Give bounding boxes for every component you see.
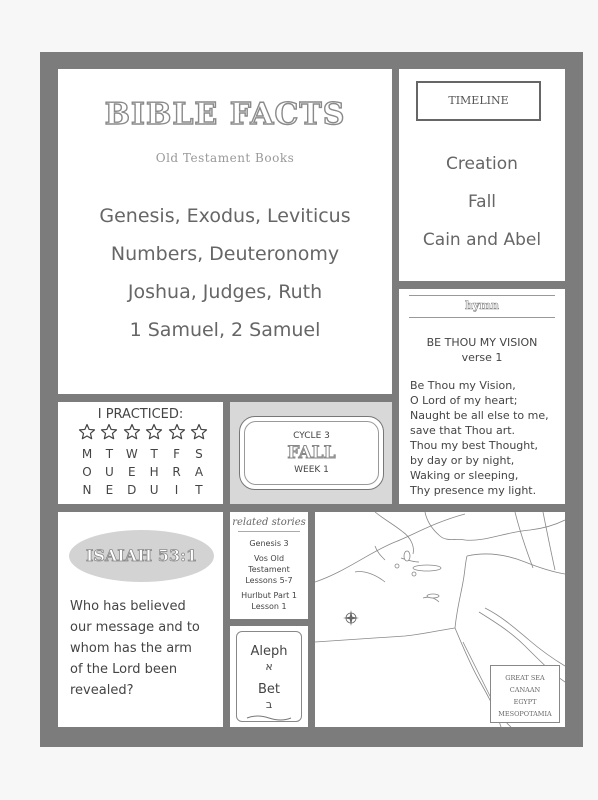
story-line: Testament <box>248 565 290 574</box>
story-line: Lesson 1 <box>251 602 287 611</box>
flourish-icon <box>245 714 293 722</box>
hymn-tag: hymn <box>464 299 500 312</box>
hymn-verse: verse 1 <box>461 351 503 364</box>
book-list <box>58 197 392 349</box>
book-line: Joshua, Judges, Ruth <box>127 281 323 303</box>
star-icon[interactable] <box>145 423 163 441</box>
day-letter: A <box>194 465 204 479</box>
lyric-line: save that Thou art. <box>410 424 516 437</box>
day-letter: U <box>149 483 159 497</box>
verse-line: revealed? <box>70 683 134 698</box>
bible-facts-title: BIBLE FACTS <box>104 97 346 132</box>
story-line: Lessons 5-7 <box>245 576 293 585</box>
cycle-season: FALL <box>287 443 336 463</box>
day-letter: M <box>81 447 93 461</box>
day-letter: T <box>150 447 158 461</box>
day-letter: T <box>195 483 203 497</box>
page-frame <box>40 52 583 747</box>
day-row <box>78 463 208 481</box>
practice-stars <box>78 423 208 441</box>
story-line: Vos Old <box>253 554 285 563</box>
hymn-lyrics <box>410 378 549 498</box>
cycle-week: WEEK 1 <box>294 465 329 475</box>
cycle-plaque <box>239 416 384 490</box>
verse-reference: ISAIAH 53:1 <box>69 530 214 582</box>
day-letter: T <box>105 447 114 461</box>
book-line: 1 Samuel, 2 Samuel <box>129 319 321 341</box>
related-stories-list <box>230 538 308 612</box>
hymn-title: BE THOU MY VISION <box>426 336 538 349</box>
day-row <box>78 445 208 463</box>
lyric-line: by day or by night, <box>410 454 515 467</box>
verse-line: whom has the arm <box>70 641 192 656</box>
star-icon[interactable] <box>168 423 186 441</box>
verse-line: of the Lord been <box>70 662 178 677</box>
star-icon[interactable] <box>100 423 118 441</box>
map-panel <box>315 512 565 727</box>
lyric-line: Be Thou my Vision, <box>410 379 516 392</box>
lyric-line: O Lord of my heart; <box>410 394 518 407</box>
star-icon[interactable] <box>123 423 141 441</box>
cycle-number: CYCLE 3 <box>293 431 330 441</box>
day-letter: H <box>149 465 159 479</box>
practiced-title: I PRACTICED: <box>97 407 184 422</box>
map-legend <box>490 665 560 723</box>
bible-facts-panel <box>58 69 392 394</box>
letter-name-bet: Bet <box>257 682 280 697</box>
day-letter: O <box>82 465 92 479</box>
timeline-item: Cain and Abel <box>422 230 542 250</box>
timeline-label: TIMELINE <box>416 81 541 121</box>
day-letter: E <box>105 483 114 497</box>
lyric-line: Waking or sleeping, <box>410 469 519 482</box>
letter-name-aleph: Aleph <box>250 644 288 659</box>
memory-verse-panel <box>58 512 223 727</box>
day-row <box>78 481 208 499</box>
timeline-item: Creation <box>446 154 518 174</box>
timeline-panel <box>399 69 565 281</box>
related-stories-panel <box>230 512 308 619</box>
legend-item: EGYPT <box>513 698 537 706</box>
book-line: Genesis, Exodus, Leviticus <box>99 205 351 227</box>
hymn-rule-bottom <box>409 317 555 318</box>
star-icon[interactable] <box>78 423 96 441</box>
day-letter: U <box>104 465 114 479</box>
related-stories-title: related stories <box>232 517 306 528</box>
day-letter: N <box>82 483 92 497</box>
verse-line: our message and to <box>70 620 200 635</box>
hebrew-letters-panel <box>230 626 308 727</box>
hymn-rule-top <box>409 295 555 296</box>
day-grid <box>78 445 208 499</box>
timeline-list <box>399 145 565 259</box>
letter-glyph-aleph: א <box>265 660 273 673</box>
compass-icon <box>343 610 359 626</box>
timeline-item: Fall <box>467 192 497 212</box>
day-letter: R <box>172 465 181 479</box>
letter-glyph-bet: ב <box>265 698 273 711</box>
story-line: Hurlbut Part 1 <box>241 591 297 600</box>
hymn-panel <box>399 289 565 504</box>
verse-text <box>70 596 200 701</box>
bible-facts-subtitle: Old Testament Books <box>155 151 295 165</box>
lyric-line: Naught be all else to me, <box>410 409 549 422</box>
day-letter: E <box>127 465 136 479</box>
lyric-line: Thy presence my light. <box>410 484 537 497</box>
legend-item: GREAT SEA <box>505 674 545 682</box>
day-letter: I <box>174 483 179 497</box>
story-line: Genesis 3 <box>249 539 289 548</box>
verse-line: Who has believed <box>70 599 186 614</box>
day-letter: D <box>127 483 137 497</box>
day-letter: S <box>195 447 203 461</box>
star-icon[interactable] <box>190 423 208 441</box>
book-line: Numbers, Deuteronomy <box>110 243 340 265</box>
legend-item: CANAAN <box>509 686 541 694</box>
practiced-panel <box>58 402 223 504</box>
cycle-panel <box>230 402 392 504</box>
related-stories-rule <box>238 531 300 532</box>
day-letter: W <box>125 447 138 461</box>
lyric-line: Thou my best Thought, <box>410 439 539 452</box>
day-letter: F <box>173 447 181 461</box>
legend-item: MESOPOTAMIA <box>498 710 552 718</box>
